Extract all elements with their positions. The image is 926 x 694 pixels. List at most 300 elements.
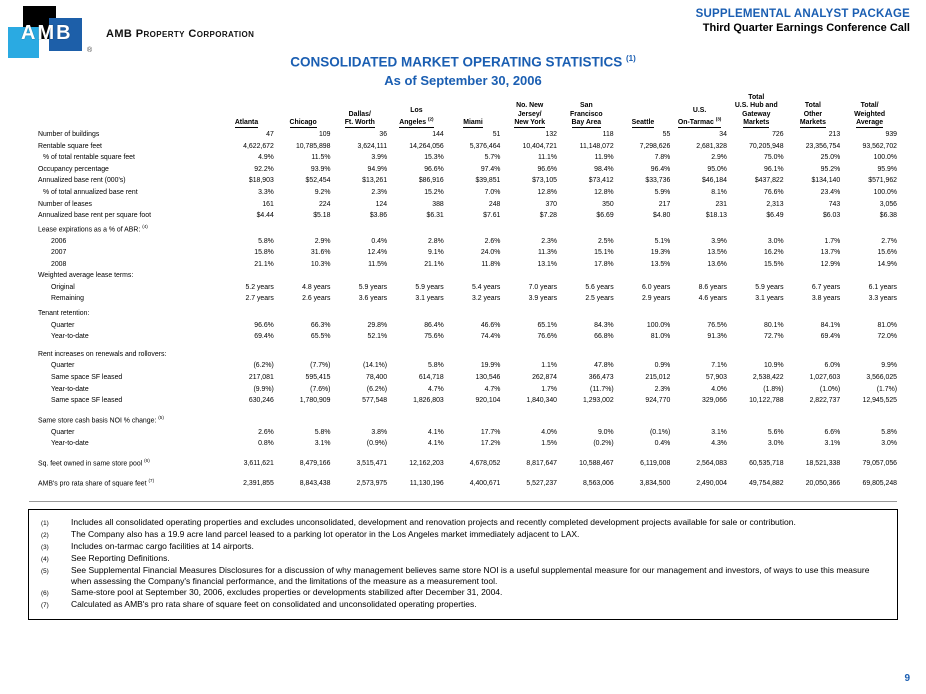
- data-cell: 2,313: [766, 200, 784, 208]
- data-cell: 3.0%: [767, 237, 784, 245]
- data-cell: 80.1%: [764, 321, 784, 329]
- data-cell: 76.6%: [537, 333, 558, 341]
- row-label: Annualized base rent (000's): [38, 177, 126, 185]
- data-cell: 94.9%: [367, 165, 388, 173]
- data-cell: $4.80: [653, 212, 671, 220]
- data-cell: 19.9%: [480, 362, 501, 370]
- data-cell: (1.7%): [876, 385, 897, 393]
- row-label: Occupancy percentage: [38, 165, 109, 173]
- data-cell: 100.0%: [873, 154, 897, 162]
- registered-trademark-symbol: ®: [87, 47, 93, 54]
- table-row: [38, 470, 898, 490]
- data-cell: 13.6%: [707, 260, 727, 268]
- footnote-box: [28, 509, 898, 620]
- footnote: [41, 541, 885, 553]
- row-label: Lease expirations as a % of ABR: $^{(4)}$: [38, 223, 148, 233]
- data-cell: 21.1%: [424, 260, 444, 268]
- data-cell: 3.3%: [258, 188, 274, 196]
- data-cell: 1.7%: [541, 385, 558, 393]
- data-cell: 5.4 years: [472, 283, 501, 291]
- data-cell: 15.2%: [424, 188, 444, 196]
- data-cell: 31.6%: [310, 249, 331, 257]
- data-cell: 3.8%: [371, 428, 388, 436]
- data-cell: 9.2%: [314, 188, 331, 196]
- data-cell: 8,563,006: [583, 479, 614, 487]
- data-cell: $7.28: [539, 212, 558, 220]
- data-cell: 4.1%: [428, 440, 444, 448]
- data-cell: 5.6%: [767, 428, 784, 436]
- data-cell: 6.7 years: [811, 283, 841, 291]
- row-label: Same space SF leased: [51, 397, 123, 405]
- data-cell: $46,184: [702, 177, 727, 185]
- data-cell: 3.1 years: [755, 295, 784, 303]
- footnote: [41, 529, 885, 541]
- data-cell: 3,515,471: [356, 460, 388, 468]
- data-cell: 15.5%: [764, 260, 784, 268]
- data-cell: 9.9%: [881, 362, 897, 370]
- data-cell: 5.9 years: [358, 283, 388, 291]
- data-cell: (14.1%): [362, 362, 388, 370]
- footnote-mark: (2): [41, 532, 49, 540]
- data-cell: 2.3%: [541, 237, 558, 245]
- row-label: Year-to-date: [51, 440, 89, 448]
- data-cell: 132: [545, 130, 558, 138]
- data-cell: 47.8%: [594, 362, 614, 370]
- footnote: [41, 553, 885, 565]
- row-label: Same store cash basis NOI % change: $^{(5)}$: [38, 414, 164, 425]
- data-cell: 9.1%: [428, 249, 444, 257]
- data-cell: $571,962: [868, 177, 897, 185]
- table-row: [38, 282, 898, 294]
- column-header-row: [38, 94, 898, 129]
- page-number: 9: [904, 673, 910, 684]
- data-cell: $73,105: [532, 177, 558, 185]
- logo-text: AMB: [21, 22, 73, 44]
- table-row: [38, 438, 898, 450]
- data-cell: (1.8%): [763, 385, 784, 393]
- column-header: Total/ Weighted Average: [854, 102, 886, 127]
- package-subtitle: Third Quarter Earnings Conference Call: [702, 22, 910, 34]
- column-header: Chicago: [289, 119, 317, 127]
- row-label: Number of leases: [38, 200, 93, 208]
- table-row: [38, 305, 898, 320]
- data-cell: 66.8%: [594, 333, 614, 341]
- column-header: Atlanta: [234, 119, 259, 127]
- data-cell: (6.2%): [366, 385, 388, 393]
- data-cell: 920,104: [475, 397, 501, 405]
- data-cell: 3.3 years: [868, 295, 897, 303]
- data-cell: 3.0%: [881, 440, 897, 448]
- data-cell: 2.3%: [371, 188, 388, 196]
- column-header: Miami: [463, 119, 483, 127]
- data-cell: 51: [492, 130, 501, 138]
- data-cell: 3.1%: [711, 428, 727, 436]
- data-cell: 118: [602, 130, 614, 138]
- row-label: Quarter: [51, 428, 75, 436]
- row-label: Remaining: [51, 295, 84, 303]
- data-cell: 12.4%: [367, 249, 388, 257]
- data-cell: 3.2 years: [472, 295, 501, 303]
- data-cell: 81.0%: [877, 321, 897, 329]
- data-cell: $86,916: [418, 177, 444, 185]
- empty-cell: [218, 343, 898, 361]
- data-cell: 14,264,056: [409, 142, 444, 150]
- row-label: AMB's pro rata share of square feet $^{(7)}$: [38, 477, 155, 487]
- row-label: Rentable square feet: [38, 142, 102, 150]
- data-cell: 224: [318, 200, 331, 208]
- data-cell: 15.8%: [254, 249, 274, 257]
- data-cell: 55: [662, 130, 671, 138]
- data-cell: 2,573,975: [356, 479, 388, 487]
- data-cell: 5,527,237: [526, 479, 558, 487]
- data-cell: (9.9%): [253, 385, 274, 393]
- data-cell: 2,538,422: [752, 374, 784, 382]
- data-cell: 2.8%: [428, 237, 444, 245]
- data-cell: 47: [266, 130, 274, 138]
- data-cell: 46.6%: [480, 321, 501, 329]
- data-cell: 13.5%: [650, 260, 671, 268]
- data-cell: 144: [432, 130, 444, 138]
- table-row: [38, 259, 898, 271]
- column-header: San Francisco Bay Area: [570, 102, 603, 127]
- row-label: 2008: [51, 260, 67, 268]
- row-label: Annualized base rent per square foot: [38, 212, 152, 220]
- table-row: [38, 320, 898, 332]
- data-cell: 1,826,803: [413, 397, 444, 405]
- table-row: [38, 372, 898, 384]
- page-title: CONSOLIDATED MARKET OPERATING STATISTICS $^{(1)}$: [290, 54, 636, 70]
- data-cell: 96.4%: [650, 165, 671, 173]
- data-cell: $6.03: [822, 212, 841, 220]
- data-cell: 74.4%: [480, 333, 501, 341]
- data-cell: $73,412: [588, 177, 614, 185]
- data-cell: 3,056: [879, 200, 897, 208]
- data-cell: 7,298,626: [639, 142, 671, 150]
- data-cell: 11.8%: [481, 260, 501, 268]
- data-cell: 76.5%: [707, 321, 727, 329]
- table-row: [38, 395, 898, 407]
- data-cell: $437,822: [754, 177, 784, 185]
- page-header: [0, 0, 926, 60]
- data-cell: 5.6 years: [585, 283, 614, 291]
- footnote: [41, 517, 885, 529]
- data-cell: 79,057,056: [862, 460, 897, 468]
- data-cell: (0.2%): [593, 440, 614, 448]
- data-cell: 5.8%: [428, 362, 444, 370]
- data-cell: 17.2%: [480, 440, 501, 448]
- data-cell: 924,770: [645, 397, 671, 405]
- row-label: Quarter: [51, 321, 75, 329]
- data-cell: 11.5%: [311, 154, 331, 162]
- data-cell: 2,681,328: [696, 142, 727, 150]
- data-cell: 0.4%: [654, 440, 671, 448]
- data-cell: 5.9 years: [755, 283, 784, 291]
- data-cell: 2.6 years: [302, 295, 331, 303]
- data-cell: 3.6 years: [358, 295, 388, 303]
- data-cell: 4,678,052: [469, 460, 501, 468]
- data-cell: 217,081: [248, 374, 274, 382]
- data-cell: 95.9%: [877, 165, 897, 173]
- table-row: [38, 222, 898, 236]
- data-cell: 2.5%: [597, 237, 614, 245]
- data-cell: 4.6 years: [698, 295, 727, 303]
- footnote-mark: (6): [41, 590, 49, 598]
- data-cell: 2.9 years: [641, 295, 671, 303]
- table-row: [38, 140, 898, 152]
- data-cell: (0.9%): [366, 440, 388, 448]
- data-cell: 16.2%: [764, 249, 784, 257]
- data-cell: $134,140: [811, 177, 841, 185]
- data-cell: 370: [545, 200, 558, 208]
- data-cell: 726: [772, 130, 784, 138]
- data-cell: 2.7%: [881, 237, 897, 245]
- package-title: SUPPLEMENTAL ANALYST PACKAGE: [695, 8, 910, 20]
- data-cell: 2.7 years: [245, 295, 274, 303]
- data-cell: 6.0%: [824, 362, 841, 370]
- row-label: Number of buildings: [38, 130, 100, 138]
- data-cell: 21.1%: [254, 260, 274, 268]
- data-cell: 96.6%: [537, 165, 558, 173]
- table-row: [38, 247, 898, 259]
- row-label: Year-to-date: [51, 385, 89, 393]
- data-cell: 84.1%: [820, 321, 841, 329]
- data-cell: 2,391,855: [243, 479, 274, 487]
- data-cell: 5.8%: [881, 428, 897, 436]
- data-cell: $39,851: [475, 177, 501, 185]
- data-cell: 2.9%: [711, 154, 727, 162]
- data-cell: 388: [432, 200, 444, 208]
- data-cell: 4.7%: [428, 385, 444, 393]
- row-label: % of total annualized base rent: [43, 188, 138, 196]
- data-cell: 217: [658, 200, 671, 208]
- footnote-text: Same-store pool at September 30, 2006, excludes properties or developments stabilized after December 31, 2004.: [71, 587, 503, 598]
- data-cell: 630,246: [248, 397, 274, 405]
- data-cell: 743: [828, 200, 841, 208]
- data-cell: 72.0%: [877, 333, 897, 341]
- data-cell: 1,780,909: [299, 397, 331, 405]
- data-cell: 5.2 years: [245, 283, 274, 291]
- column-header: Seattle: [631, 119, 655, 127]
- data-cell: 329,066: [702, 397, 727, 405]
- data-cell: (11.7%): [590, 385, 614, 393]
- footnote-mark: (3): [41, 544, 49, 552]
- data-cell: 69,805,248: [862, 479, 897, 487]
- row-label: Sq. feet owned in same store pool $^{(6)}$: [38, 457, 150, 468]
- table-row: [38, 129, 898, 141]
- data-cell: 10,588,467: [579, 460, 614, 468]
- data-cell: $6.49: [766, 212, 784, 220]
- data-cell: 366,473: [588, 374, 614, 382]
- table-row: [38, 293, 898, 305]
- data-cell: 595,415: [305, 374, 331, 382]
- data-cell: 5.1%: [654, 237, 671, 245]
- data-cell: $18,903: [248, 177, 274, 185]
- row-label: Rent increases on renewals and rollovers:: [38, 350, 167, 358]
- data-cell: 92.2%: [254, 165, 274, 173]
- data-cell: $7.61: [483, 212, 501, 220]
- data-cell: 75.0%: [764, 154, 784, 162]
- data-cell: 57,903: [705, 374, 727, 382]
- data-cell: 4.1%: [428, 428, 444, 436]
- table-row: [38, 384, 898, 396]
- data-cell: 11.3%: [537, 249, 558, 257]
- data-cell: 11.1%: [537, 154, 558, 162]
- data-cell: 5.9 years: [415, 283, 444, 291]
- data-cell: 70,205,948: [749, 142, 784, 150]
- data-cell: 23.4%: [820, 188, 841, 196]
- data-cell: 10,404,721: [522, 142, 558, 150]
- table-row: [38, 343, 898, 361]
- data-cell: 2.9%: [314, 237, 331, 245]
- data-cell: 15.1%: [594, 249, 614, 257]
- data-cell: 0.8%: [258, 440, 274, 448]
- row-label: 2007: [51, 249, 67, 257]
- data-cell: 614,718: [418, 374, 444, 382]
- footnote-text: Includes all consolidated operating properties and excludes unconsolidated, development and renovation projects and recently completed development projects available for sale or contribution.: [71, 517, 796, 528]
- data-cell: 248: [488, 200, 501, 208]
- data-cell: 3.0%: [767, 440, 784, 448]
- footnote-text: Calculated as AMB's pro rata share of square feet on consolidated and unconsolidated operating properties.: [71, 599, 477, 610]
- empty-cell: [218, 222, 898, 236]
- table-row: [38, 187, 898, 199]
- data-cell: 100.0%: [646, 321, 671, 329]
- data-cell: $6.38: [879, 212, 897, 220]
- data-cell: 1,840,340: [526, 397, 558, 405]
- data-cell: 84.3%: [594, 321, 614, 329]
- data-cell: 10,122,788: [749, 397, 784, 405]
- data-cell: 69.4%: [820, 333, 841, 341]
- table-row: [38, 450, 898, 470]
- data-cell: 3,834,500: [639, 479, 671, 487]
- data-cell: (7.7%): [310, 362, 331, 370]
- data-cell: 72.7%: [764, 333, 784, 341]
- row-label: Weighted average lease terms:: [38, 272, 134, 280]
- data-cell: $52,454: [305, 177, 331, 185]
- data-cell: 13.1%: [537, 260, 558, 268]
- footnote-mark: (1): [41, 520, 49, 528]
- data-cell: 2.3%: [654, 385, 671, 393]
- data-cell: 7.1%: [711, 362, 727, 370]
- data-cell: 14.9%: [877, 260, 897, 268]
- data-cell: 24.0%: [480, 249, 501, 257]
- data-cell: 25.0%: [820, 154, 841, 162]
- data-cell: 3.9%: [711, 237, 727, 245]
- row-label: Same space SF leased: [51, 374, 123, 382]
- footnote-text: See Reporting Definitions.: [71, 553, 170, 564]
- data-cell: $6.69: [596, 212, 614, 220]
- data-cell: 86.4%: [424, 321, 444, 329]
- data-cell: 100.0%: [873, 188, 897, 196]
- data-cell: 12.8%: [594, 188, 614, 196]
- footnote: [41, 565, 885, 587]
- data-cell: 2,490,004: [696, 479, 727, 487]
- data-cell: 52.1%: [367, 333, 388, 341]
- data-cell: 3.9%: [371, 154, 388, 162]
- data-cell: 5.8%: [314, 428, 331, 436]
- table-row: [38, 427, 898, 439]
- data-cell: 66.3%: [310, 321, 331, 329]
- data-cell: 9.0%: [597, 428, 614, 436]
- footnote-mark: (7): [41, 602, 49, 610]
- data-cell: 3,624,111: [357, 142, 388, 150]
- data-cell: 4.9%: [258, 154, 274, 162]
- footnote-mark: (4): [41, 556, 49, 564]
- data-cell: 0.4%: [371, 237, 388, 245]
- row-label: 2006: [51, 237, 67, 245]
- data-cell: 5.8%: [258, 237, 274, 245]
- data-cell: 2,564,083: [696, 460, 727, 468]
- data-cell: 69.4%: [254, 333, 274, 341]
- data-cell: 1,293,002: [583, 397, 614, 405]
- data-cell: 12,945,525: [862, 397, 897, 405]
- data-cell: 17.8%: [594, 260, 614, 268]
- data-cell: 91.3%: [707, 333, 727, 341]
- row-label: Year-to-date: [51, 333, 89, 341]
- data-cell: 8,843,438: [299, 479, 331, 487]
- data-cell: 36: [379, 130, 388, 138]
- page-subtitle: As of September 30, 2006: [384, 72, 542, 88]
- table-row: [38, 210, 898, 222]
- data-cell: 96.6%: [254, 321, 274, 329]
- data-cell: $18.13: [705, 212, 727, 220]
- data-cell: 65.1%: [537, 321, 558, 329]
- row-label: Original: [51, 283, 75, 291]
- data-cell: 3,611,621: [243, 460, 274, 468]
- data-cell: $5.18: [313, 212, 331, 220]
- data-cell: (7.6%): [310, 385, 331, 393]
- data-cell: 60,535,718: [749, 460, 784, 468]
- data-cell: 93.9%: [310, 165, 331, 173]
- column-header: No. New Jersey/ New York: [514, 102, 546, 127]
- data-cell: 1.7%: [824, 237, 841, 245]
- data-cell: 12.8%: [537, 188, 558, 196]
- data-cell: 109: [318, 130, 331, 138]
- data-cell: 2.6%: [258, 428, 274, 436]
- column-header: Total U.S. Hub and Gateway Markets: [734, 93, 778, 127]
- data-cell: 65.5%: [310, 333, 331, 341]
- data-cell: 75.6%: [424, 333, 444, 341]
- data-cell: 10.3%: [310, 260, 331, 268]
- data-cell: 18,521,338: [805, 460, 841, 468]
- data-cell: 1.5%: [541, 440, 558, 448]
- column-header: Dallas/ Ft. Worth: [344, 110, 375, 127]
- data-cell: 6,119,008: [640, 460, 671, 468]
- row-label: Quarter: [51, 362, 75, 370]
- data-cell: 4.3%: [711, 440, 727, 448]
- data-cell: 12.9%: [820, 260, 841, 268]
- data-cell: 95.2%: [820, 165, 841, 173]
- data-cell: 3.8 years: [811, 295, 841, 303]
- data-cell: $6.31: [426, 212, 444, 220]
- table-row: [38, 164, 898, 176]
- empty-cell: [218, 270, 898, 282]
- data-cell: 15.6%: [877, 249, 897, 257]
- data-cell: 3.1 years: [415, 295, 444, 303]
- data-cell: 8,817,647: [526, 460, 558, 468]
- table-row: [38, 152, 898, 164]
- data-cell: 11,130,196: [409, 479, 444, 487]
- data-cell: 5.7%: [484, 154, 501, 162]
- data-cell: 6.6%: [824, 428, 841, 436]
- data-cell: 11.5%: [368, 260, 388, 268]
- data-cell: 4.7%: [484, 385, 501, 393]
- company-name: AMB Property Corporation: [106, 28, 255, 40]
- data-cell: 1,027,603: [809, 374, 841, 382]
- data-cell: 2.5 years: [585, 295, 614, 303]
- data-cell: 3,566,025: [866, 374, 897, 382]
- data-cell: 2.6%: [484, 237, 501, 245]
- data-cell: 4.0%: [541, 428, 558, 436]
